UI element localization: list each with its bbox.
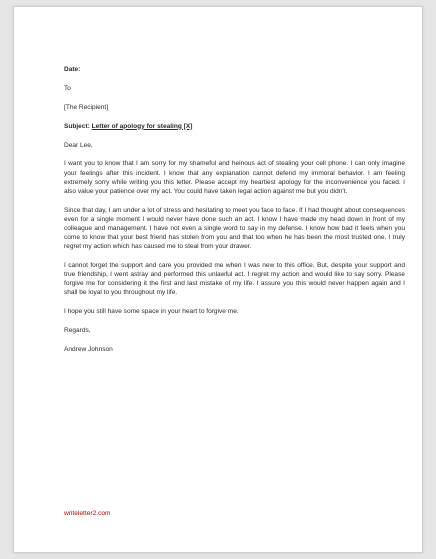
subject-line [64,122,405,131]
letter-body [64,65,405,354]
subject-label: Subject: [64,122,90,130]
body-paragraph-1: I want you to know that I am sorry for my shameful and heinous act of stealing your cell phone. I can only imagine your feelings after this incident. I know that any explanation cannot defend my immoral behavior. I am feeling extremely sorry while writing you this letter. Please accept my heartiest apology for the inconvenience you faced. I also value your patience over my act. You could have taken legal action against me but you didn't. [64,160,405,195]
recipient-placeholder: [The Recipient] [64,103,109,111]
footer-website-link[interactable]: writeletter2.com [64,510,111,517]
letter-page [13,6,423,553]
date-label: Date: [64,66,81,73]
signature-name: Andrew Johnson [64,345,113,353]
closing: Regards, [64,326,91,334]
body-paragraph-2: Since that day, I am under a lot of stress and hesitating to meet you face to face. If I had thought about consequences even for a single moment I would never have done such an act. I know I have made my head down in front of my colleague and management. I have not even a single word to say in my defense. I know how bad it feels when you come to know that your best friend has stolen from you and that too when he has been the most trusted one. I truly regret my action which has caused me to steal from your drawer. [64,206,405,250]
salutation: Dear Lee, [64,141,93,149]
to-label: To [64,84,71,92]
body-paragraph-3: I cannot forget the support and care you provided me when I was new to this office. But, despite your support and true friendship, I went astray and performed this unlawful act. I regret my action and would like to say sorry. Please forgive me for considering it the first and last mistake of my life. I assure you this would never happen again and I shall be loyal to you throughout my life. [64,261,405,297]
subject-text: Letter of apology for stealing [X] [91,122,193,130]
body-paragraph-4: I hope you still have some space in your heart to forgive me. [64,308,239,316]
